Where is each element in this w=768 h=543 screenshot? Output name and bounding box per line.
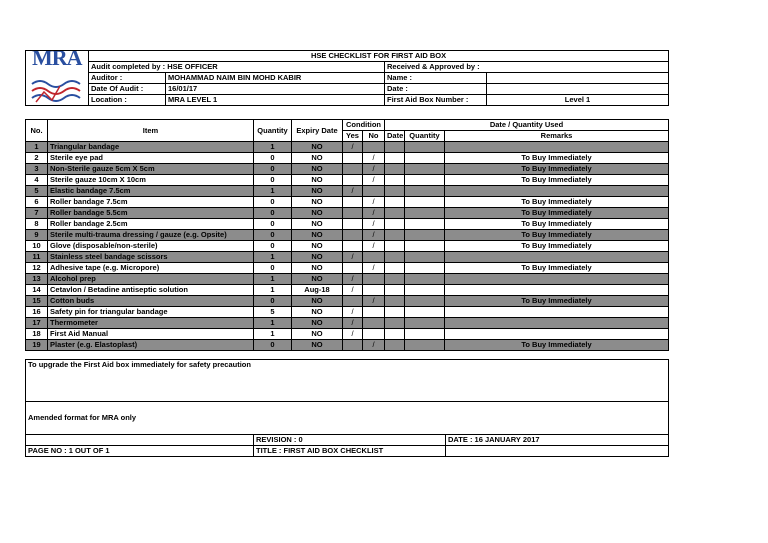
- table-row: [26, 285, 669, 296]
- row-condition-yes: [343, 208, 363, 219]
- row-expiry: NO: [292, 153, 343, 164]
- row-item: Cotton buds: [48, 296, 254, 307]
- row-quantity: 0: [254, 241, 292, 252]
- footer-blank: [26, 435, 254, 446]
- location-label: Location :: [89, 95, 166, 106]
- row-expiry: NO: [292, 340, 343, 351]
- row-quantity-used: [405, 153, 445, 164]
- row-number: 6: [26, 197, 48, 208]
- row-expiry: NO: [292, 175, 343, 186]
- row-quantity: 0: [254, 197, 292, 208]
- row-quantity-used: [405, 318, 445, 329]
- row-quantity: 5: [254, 307, 292, 318]
- row-condition-yes: [343, 153, 363, 164]
- row-item: Sterile multi-trauma dressing / gauze (e.g. Opsite): [48, 230, 254, 241]
- row-expiry: NO: [292, 197, 343, 208]
- row-remarks: [445, 142, 669, 153]
- row-number: 14: [26, 285, 48, 296]
- date-label: Date :: [385, 84, 487, 95]
- row-expiry: NO: [292, 230, 343, 241]
- row-condition-no: [363, 252, 385, 263]
- row-condition-no: /: [363, 175, 385, 186]
- row-date-used: [385, 263, 405, 274]
- col-yes: Yes: [343, 131, 363, 142]
- auditor-value: MOHAMMAD NAIM BIN MOHD KABIR: [166, 73, 385, 84]
- row-item: Alcohol prep: [48, 274, 254, 285]
- document-title: HSE CHECKLIST FOR FIRST AID BOX: [89, 51, 669, 62]
- row-remarks: [445, 274, 669, 285]
- row-condition-no: /: [363, 340, 385, 351]
- col-date: Date: [385, 131, 405, 142]
- first-aid-box-value: Level 1: [487, 95, 669, 106]
- row-remarks: [445, 318, 669, 329]
- row-number: 19: [26, 340, 48, 351]
- row-item: Glove (disposable/non-sterile): [48, 241, 254, 252]
- row-quantity-used: [405, 186, 445, 197]
- page-number: PAGE NO : 1 OUT OF 1: [26, 446, 254, 457]
- row-item: Sterile eye pad: [48, 153, 254, 164]
- row-date-used: [385, 274, 405, 285]
- row-number: 1: [26, 142, 48, 153]
- table-row: [26, 296, 669, 307]
- row-date-used: [385, 175, 405, 186]
- audit-completed-by: Audit completed by : HSE OFFICER: [89, 62, 385, 73]
- row-number: 3: [26, 164, 48, 175]
- amended-note: Amended format for MRA only: [26, 402, 669, 435]
- row-number: 10: [26, 241, 48, 252]
- checklist-rows: [26, 142, 669, 351]
- row-date-used: [385, 340, 405, 351]
- row-condition-yes: [343, 175, 363, 186]
- row-remarks: To Buy Immediately: [445, 263, 669, 274]
- name-label: Name :: [385, 73, 487, 84]
- row-expiry: NO: [292, 318, 343, 329]
- row-condition-no: [363, 329, 385, 340]
- mra-logo: [26, 51, 89, 106]
- row-item: Roller bandage 5.5cm: [48, 208, 254, 219]
- row-condition-no: [363, 186, 385, 197]
- col-no-mark: No: [363, 131, 385, 142]
- row-quantity: 1: [254, 274, 292, 285]
- col-condition: Condition: [343, 120, 385, 131]
- row-quantity-used: [405, 197, 445, 208]
- row-item: Thermometer: [48, 318, 254, 329]
- table-row: [26, 197, 669, 208]
- row-number: 9: [26, 230, 48, 241]
- row-expiry: NO: [292, 208, 343, 219]
- row-expiry: NO: [292, 263, 343, 274]
- date-value: [487, 84, 669, 95]
- row-number: 13: [26, 274, 48, 285]
- row-date-used: [385, 296, 405, 307]
- row-item: Roller bandage 7.5cm: [48, 197, 254, 208]
- table-row: [26, 186, 669, 197]
- row-item: Sterile gauze 10cm X 10cm: [48, 175, 254, 186]
- row-remarks: To Buy Immediately: [445, 164, 669, 175]
- row-expiry: NO: [292, 219, 343, 230]
- table-row: [26, 175, 669, 186]
- row-quantity: 0: [254, 296, 292, 307]
- row-condition-no: /: [363, 241, 385, 252]
- row-condition-yes: /: [343, 142, 363, 153]
- col-expiry: Expiry Date: [292, 120, 343, 142]
- row-quantity-used: [405, 263, 445, 274]
- table-row: [26, 329, 669, 340]
- row-remarks: To Buy Immediately: [445, 296, 669, 307]
- footer-title: TITLE : FIRST AID BOX CHECKLIST: [254, 446, 446, 457]
- row-date-used: [385, 307, 405, 318]
- date-of-audit-label: Date Of Audit :: [89, 84, 166, 95]
- row-condition-yes: /: [343, 186, 363, 197]
- row-condition-yes: /: [343, 329, 363, 340]
- row-quantity: 1: [254, 285, 292, 296]
- row-quantity-used: [405, 175, 445, 186]
- row-item: Safety pin for triangular bandage: [48, 307, 254, 318]
- row-number: 2: [26, 153, 48, 164]
- row-quantity: 0: [254, 263, 292, 274]
- row-number: 18: [26, 329, 48, 340]
- row-date-used: [385, 208, 405, 219]
- row-quantity-used: [405, 252, 445, 263]
- row-condition-no: /: [363, 153, 385, 164]
- row-remarks: [445, 285, 669, 296]
- row-condition-yes: /: [343, 318, 363, 329]
- col-date-qty-used: Date / Quantity Used: [385, 120, 669, 131]
- row-date-used: [385, 153, 405, 164]
- row-quantity: 0: [254, 164, 292, 175]
- row-number: 8: [26, 219, 48, 230]
- row-quantity-used: [405, 296, 445, 307]
- row-quantity-used: [405, 219, 445, 230]
- table-row: [26, 274, 669, 285]
- table-row: [26, 263, 669, 274]
- row-quantity: 0: [254, 230, 292, 241]
- row-item: Stainless steel bandage scissors: [48, 252, 254, 263]
- row-expiry: NO: [292, 296, 343, 307]
- row-remarks: [445, 307, 669, 318]
- table-row: [26, 142, 669, 153]
- table-row: [26, 230, 669, 241]
- col-quantity: Quantity: [254, 120, 292, 142]
- table-row: [26, 219, 669, 230]
- row-remarks: To Buy Immediately: [445, 197, 669, 208]
- row-quantity: 0: [254, 208, 292, 219]
- row-quantity-used: [405, 329, 445, 340]
- col-qty: Quantity: [405, 131, 445, 142]
- row-quantity: 1: [254, 318, 292, 329]
- header-table: [25, 50, 669, 106]
- col-item: Item: [48, 120, 254, 142]
- table-row: [26, 208, 669, 219]
- row-quantity: 1: [254, 186, 292, 197]
- footer-table: [25, 359, 669, 457]
- row-quantity-used: [405, 230, 445, 241]
- row-condition-no: /: [363, 208, 385, 219]
- row-condition-no: [363, 285, 385, 296]
- row-number: 12: [26, 263, 48, 274]
- date-of-audit-value: 16/01/17: [166, 84, 385, 95]
- row-condition-yes: /: [343, 285, 363, 296]
- row-item: Plaster (e.g. Elastoplast): [48, 340, 254, 351]
- row-quantity-used: [405, 142, 445, 153]
- table-row: [26, 318, 669, 329]
- row-number: 7: [26, 208, 48, 219]
- row-remarks: To Buy Immediately: [445, 219, 669, 230]
- row-quantity-used: [405, 285, 445, 296]
- row-date-used: [385, 241, 405, 252]
- row-date-used: [385, 318, 405, 329]
- row-quantity: 0: [254, 175, 292, 186]
- row-quantity-used: [405, 340, 445, 351]
- row-condition-yes: [343, 263, 363, 274]
- row-quantity-used: [405, 274, 445, 285]
- row-condition-yes: [343, 296, 363, 307]
- row-condition-yes: [343, 164, 363, 175]
- row-expiry: NO: [292, 164, 343, 175]
- row-expiry: NO: [292, 241, 343, 252]
- row-date-used: [385, 329, 405, 340]
- row-expiry: Aug-18: [292, 285, 343, 296]
- row-number: 17: [26, 318, 48, 329]
- row-remarks: [445, 252, 669, 263]
- row-condition-no: /: [363, 164, 385, 175]
- row-expiry: NO: [292, 329, 343, 340]
- row-condition-yes: [343, 241, 363, 252]
- row-quantity-used: [405, 208, 445, 219]
- row-date-used: [385, 285, 405, 296]
- row-number: 11: [26, 252, 48, 263]
- row-condition-yes: [343, 219, 363, 230]
- row-date-used: [385, 164, 405, 175]
- row-number: 4: [26, 175, 48, 186]
- table-row: [26, 340, 669, 351]
- row-date-used: [385, 197, 405, 208]
- row-number: 16: [26, 307, 48, 318]
- auditor-label: Auditor :: [89, 73, 166, 84]
- row-condition-yes: /: [343, 274, 363, 285]
- row-remarks: To Buy Immediately: [445, 153, 669, 164]
- row-condition-no: [363, 318, 385, 329]
- row-expiry: NO: [292, 307, 343, 318]
- row-quantity-used: [405, 241, 445, 252]
- row-condition-no: /: [363, 219, 385, 230]
- col-remarks: Remarks: [445, 131, 669, 142]
- row-quantity-used: [405, 307, 445, 318]
- row-item: Non-Sterile gauze 5cm X 5cm: [48, 164, 254, 175]
- revision: REVISION : 0: [254, 435, 446, 446]
- table-row: [26, 307, 669, 318]
- footer-note: To upgrade the First Aid box immediately for safety precaution: [26, 360, 669, 402]
- row-date-used: [385, 186, 405, 197]
- row-quantity: 1: [254, 252, 292, 263]
- table-row: [26, 153, 669, 164]
- row-quantity: 1: [254, 329, 292, 340]
- col-no: No.: [26, 120, 48, 142]
- first-aid-box-label: First Aid Box Number :: [385, 95, 487, 106]
- logo-text: MRA: [32, 50, 82, 70]
- table-row: [26, 164, 669, 175]
- row-condition-yes: /: [343, 252, 363, 263]
- row-remarks: To Buy Immediately: [445, 175, 669, 186]
- row-expiry: NO: [292, 274, 343, 285]
- row-item: Elastic bandage 7.5cm: [48, 186, 254, 197]
- row-number: 15: [26, 296, 48, 307]
- row-quantity: 1: [254, 142, 292, 153]
- row-condition-no: [363, 142, 385, 153]
- row-date-used: [385, 142, 405, 153]
- row-number: 5: [26, 186, 48, 197]
- row-condition-yes: [343, 340, 363, 351]
- row-remarks: [445, 329, 669, 340]
- row-expiry: NO: [292, 186, 343, 197]
- row-quantity: 0: [254, 340, 292, 351]
- row-item: Roller bandage 2.5cm: [48, 219, 254, 230]
- row-quantity: 0: [254, 219, 292, 230]
- row-condition-no: /: [363, 230, 385, 241]
- row-expiry: NO: [292, 252, 343, 263]
- table-row: [26, 241, 669, 252]
- row-item: First Aid Manual: [48, 329, 254, 340]
- row-remarks: To Buy Immediately: [445, 340, 669, 351]
- row-condition-no: /: [363, 296, 385, 307]
- row-condition-yes: /: [343, 307, 363, 318]
- footer-blank-2: [446, 446, 669, 457]
- row-condition-no: /: [363, 263, 385, 274]
- row-date-used: [385, 230, 405, 241]
- row-remarks: [445, 186, 669, 197]
- row-item: Triangular bandage: [48, 142, 254, 153]
- row-date-used: [385, 252, 405, 263]
- row-condition-no: [363, 274, 385, 285]
- table-row: [26, 252, 669, 263]
- row-quantity-used: [405, 164, 445, 175]
- row-condition-yes: [343, 197, 363, 208]
- name-value: [487, 73, 669, 84]
- row-condition-no: [363, 307, 385, 318]
- received-approved-by: Received & Approved by :: [385, 62, 669, 73]
- row-remarks: To Buy Immediately: [445, 241, 669, 252]
- row-item: Cetavlon / Betadine antiseptic solution: [48, 285, 254, 296]
- row-expiry: NO: [292, 142, 343, 153]
- row-remarks: To Buy Immediately: [445, 230, 669, 241]
- location-value: MRA LEVEL 1: [166, 95, 385, 106]
- row-remarks: To Buy Immediately: [445, 208, 669, 219]
- row-date-used: [385, 219, 405, 230]
- row-item: Adhesive tape (e.g. Micropore): [48, 263, 254, 274]
- checklist-table: [25, 119, 669, 351]
- row-condition-no: /: [363, 197, 385, 208]
- mra-wave-logo-icon: [30, 78, 84, 106]
- row-condition-yes: [343, 230, 363, 241]
- footer-date: DATE : 16 JANUARY 2017: [446, 435, 669, 446]
- row-quantity: 0: [254, 153, 292, 164]
